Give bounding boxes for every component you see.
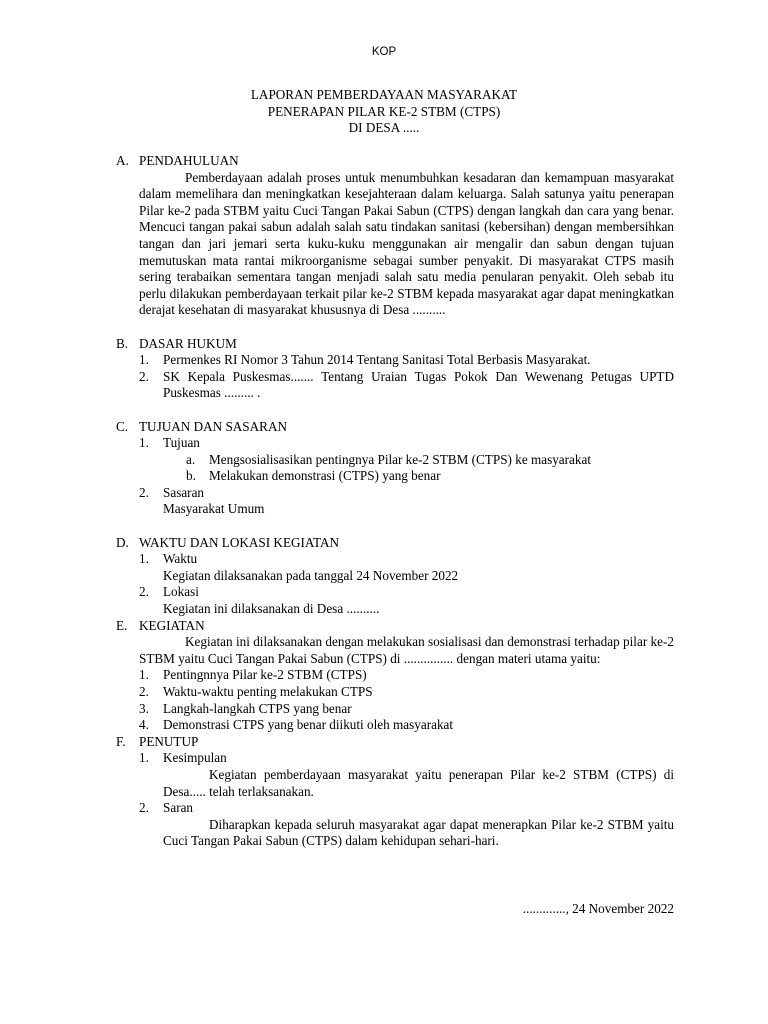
sub-list-item xyxy=(116,468,674,485)
list-number: 4. xyxy=(139,717,149,733)
section-closing xyxy=(116,734,674,751)
title-line-3: DI DESA ..... xyxy=(348,120,420,135)
list-number: 1. xyxy=(139,750,149,766)
list-item xyxy=(116,800,674,850)
report-body xyxy=(116,153,674,850)
list-item-detail: Kegiatan dilaksanakan pada tanggal 24 November 2022 xyxy=(163,567,459,583)
section-heading: PENDAHULUAN xyxy=(139,153,239,168)
list-item-label: Tujuan xyxy=(163,435,200,451)
list-item-text: Permenkes RI Nomor 3 Tahun 2014 Tentang Sanitasi Total Berbasis Masyarakat. xyxy=(163,352,591,368)
section-heading: TUJUAN DAN SASARAN xyxy=(139,418,288,434)
list-number: 1. xyxy=(139,551,149,567)
list-item xyxy=(116,435,674,452)
section-heading: PENUTUP xyxy=(139,733,199,749)
list-item xyxy=(116,667,674,684)
sub-list-letter: a. xyxy=(186,451,196,467)
list-number: 2. xyxy=(139,484,149,500)
introduction-paragraph: Pemberdayaan adalah proses untuk menumbuhkan kesadaran dan kemampuan masyarakat dalam memelihara dan meningkatkan kesejahteraan dalam keluarga. Salah satunya yaitu penerapan Pilar ke-2 pada STBM yaitu Cuci Tangan Pakai Sabun (CTPS) dengan langkah dan cara yang benar. Mencuci tangan pakai sabun adalah salah satu tindakan sanitasi (kebersihan) dengan membersihkan tangan dan jari jemari serta kuku-kuku menggunakan air mengalir dan sabun dengan tujuan memutuskan mata rantai mikroorganisme sebagai sumber penyakit. Di masyarakat CTPS masih sering terabaikan sementara tangan menjadi salah satu media penularan penyakit. Oleh sebab itu perlu dilakukan pemberdayaan terkait pilar ke-2 STBM kepada masyarakat agar dapat meningkatkan derajat kesehatan di masyarakat khususnya di Desa .......... xyxy=(139,169,674,318)
list-item-text: Pentingnnya Pilar ke-2 STBM (CTPS) xyxy=(163,667,367,683)
section-letter: C. xyxy=(116,418,129,434)
list-number: 1. xyxy=(139,667,149,683)
sub-list-letter: b. xyxy=(186,468,196,484)
list-item-text: Demonstrasi CTPS yang benar diikuti oleh masyarakat xyxy=(163,717,454,733)
section-letter: B. xyxy=(116,335,129,351)
list-number: 2. xyxy=(139,800,149,816)
list-item xyxy=(116,717,674,734)
letterhead-placeholder: KOP xyxy=(371,46,397,58)
sub-list-item xyxy=(116,452,674,469)
list-item-detail: Kegiatan pemberdayaan masyarakat yaitu penerapan Pilar ke-2 STBM (CTPS) di Desa..... telah terlaksanakan. xyxy=(163,766,674,799)
section-introduction xyxy=(116,153,674,319)
list-number: 2. xyxy=(139,684,149,699)
list-item-detail: Masyarakat Umum xyxy=(163,501,265,517)
title-line-1: LAPORAN PEMBERDAYAAN MASYARAKAT xyxy=(250,87,518,102)
section-activities xyxy=(116,618,674,668)
list-number: 3. xyxy=(139,700,149,716)
list-item xyxy=(116,369,674,402)
title-line-2: PENERAPAN PILAR KE-2 STBM (CTPS) xyxy=(267,103,501,119)
list-item xyxy=(116,551,674,584)
section-heading: KEGIATAN xyxy=(139,617,205,633)
list-item-detail: Kegiatan ini dilaksanakan di Desa .......... xyxy=(163,601,380,617)
list-item xyxy=(116,485,674,518)
list-item xyxy=(116,584,674,617)
list-item xyxy=(116,701,674,718)
activities-paragraph: Kegiatan ini dilaksanakan dengan melakukan sosialisasi dan demonstrasi terhadap pilar ke-2 STBM yaitu Cuci Tangan Pakai Sabun (CTPS) di ............... dengan materi utama yaitu: xyxy=(139,634,674,666)
list-item-text: Waktu-waktu penting melakukan CTPS xyxy=(163,684,373,699)
list-item-label: Kesimpulan xyxy=(163,750,227,766)
section-legal-basis xyxy=(116,336,674,353)
section-letter: E. xyxy=(116,617,128,633)
sub-list-text: Mengsosialisasikan pentingnya Pilar ke-2 STBM (CTPS) ke masyarakat xyxy=(209,451,592,467)
list-item-label: Sasaran xyxy=(163,484,205,500)
section-time-location xyxy=(116,535,674,552)
section-letter: A. xyxy=(116,153,129,168)
section-heading: DASAR HUKUM xyxy=(139,335,237,351)
list-number: 1. xyxy=(139,435,149,451)
list-item-detail: Diharapkan kepada seluruh masyarakat agar dapat menerapkan Pilar ke-2 STBM yaitu Cuci Tangan Pakai Sabun (CTPS) dalam kehidupan sehari-hari. xyxy=(163,816,674,849)
section-objectives xyxy=(116,419,674,436)
report-title xyxy=(0,87,768,137)
section-letter: F. xyxy=(116,733,126,749)
list-item-text: Langkah-langkah CTPS yang benar xyxy=(163,700,352,716)
list-number: 2. xyxy=(139,584,149,600)
section-heading: WAKTU DAN LOKASI KEGIATAN xyxy=(139,534,340,550)
list-item xyxy=(116,750,674,800)
list-item-text: SK Kepala Puskesmas....... Tentang Uraian Tugas Pokok Dan Wewenang Petugas UPTD Puskesmas ......... . xyxy=(163,368,674,401)
signature-date: ............., 24 November 2022 xyxy=(522,901,674,916)
list-item-label: Waktu xyxy=(163,551,198,567)
list-number: 1. xyxy=(139,352,149,368)
sub-list-text: Melakukan demonstrasi (CTPS) yang benar xyxy=(209,468,441,484)
list-item xyxy=(116,352,674,369)
list-item-label: Saran xyxy=(163,800,194,816)
list-item-label: Lokasi xyxy=(163,584,199,600)
list-item xyxy=(116,684,674,701)
list-number: 2. xyxy=(139,368,149,384)
section-letter: D. xyxy=(116,534,129,550)
